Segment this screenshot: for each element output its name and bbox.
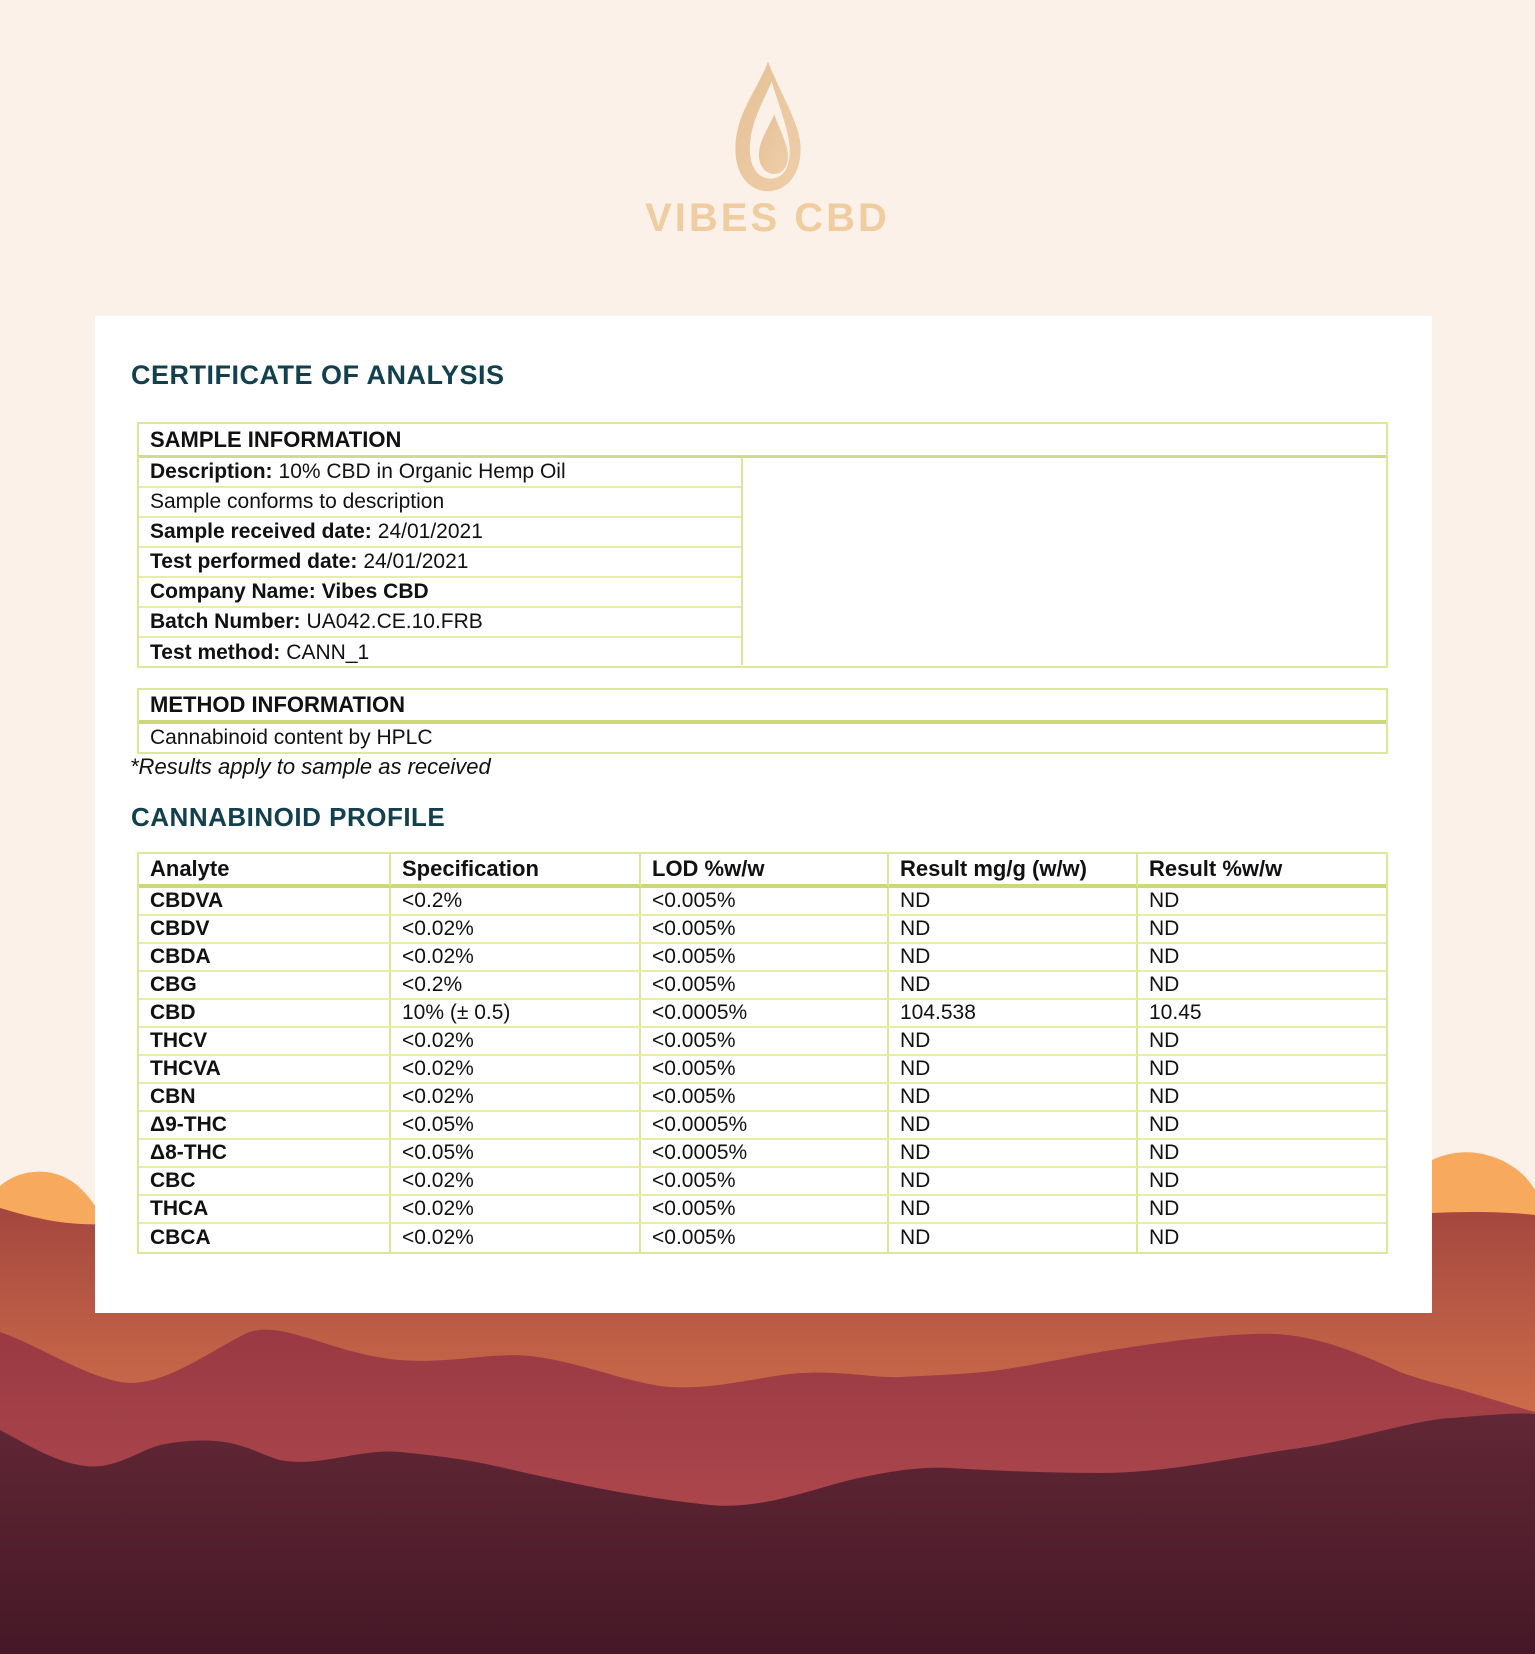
table-row (139, 916, 1386, 944)
table-cell: <0.02% (391, 1028, 641, 1056)
table-row (139, 1112, 1386, 1140)
table-row (139, 888, 1386, 916)
table-cell: ND (889, 916, 1138, 944)
brand-logo (0, 58, 1535, 241)
sample-info-value: Sample conforms to description (150, 490, 445, 513)
sample-info-label: Batch Number: (150, 610, 301, 633)
table-cell: <0.0005% (641, 1000, 889, 1028)
table-cell: <0.02% (391, 1168, 641, 1196)
table-cell: ND (889, 1112, 1138, 1140)
table-cell: <0.005% (641, 888, 889, 916)
table-cell: 10% (± 0.5) (391, 1000, 641, 1028)
sample-info-rows (139, 458, 743, 665)
table-cell: <0.0005% (641, 1140, 889, 1168)
table-cell: ND (1149, 1226, 1180, 1249)
page-title: CERTIFICATE OF ANALYSIS (131, 360, 505, 390)
table-cell: <0.005% (641, 1168, 889, 1196)
table-cell: <0.005% (641, 1056, 889, 1084)
table-cell: <0.0005% (641, 1112, 889, 1140)
sample-info-value: CANN_1 (286, 641, 370, 664)
table-cell: Δ9-THC (139, 1112, 391, 1140)
table-cell: <0.005% (641, 1028, 889, 1056)
certificate-card (95, 316, 1432, 1313)
table-cell: <0.02% (391, 1056, 641, 1084)
water-drop-icon (722, 58, 814, 194)
sample-info-row (139, 488, 741, 518)
sample-info-row (139, 578, 741, 608)
sample-info-value: 10% CBD in Organic Hemp Oil (278, 460, 566, 483)
sample-info-row (139, 458, 741, 488)
table-cell: CBDV (139, 916, 391, 944)
table-cell: ND (889, 944, 1138, 972)
sample-info-label: Test method: (150, 641, 281, 664)
method-information-header: METHOD INFORMATION (139, 690, 1386, 724)
sample-info-row (139, 608, 741, 638)
table-cell: ND (1138, 1112, 1386, 1140)
table-cell: Δ8-THC (139, 1140, 391, 1168)
cannabinoid-profile-title: CANNABINOID PROFILE (131, 802, 446, 832)
table-cell: <0.05% (391, 1140, 641, 1168)
table-row (139, 1000, 1386, 1028)
table-cell: <0.2% (391, 972, 641, 1000)
table-row (139, 944, 1386, 972)
table-cell: THCA (139, 1196, 391, 1224)
brand-name: VIBES CBD (645, 196, 890, 240)
table-cell: CBD (139, 1000, 391, 1028)
table-cell: <0.02% (391, 1224, 641, 1252)
table-cell: ND (889, 1168, 1138, 1196)
sample-info-row (139, 638, 741, 668)
table-cell: ND (1138, 972, 1386, 1000)
sample-info-row (139, 548, 741, 578)
sample-info-value: Vibes CBD (321, 580, 429, 603)
table-cell: <0.005% (641, 1224, 889, 1252)
table-cell: CBDA (139, 944, 391, 972)
table-cell: ND (1138, 888, 1386, 916)
table-row (139, 1224, 1386, 1252)
sample-info-row (139, 518, 741, 548)
table-cell: <0.02% (391, 916, 641, 944)
table-cell: ND (1138, 1196, 1386, 1224)
table-row (139, 1140, 1386, 1168)
method-information-table (137, 688, 1388, 754)
sample-information-header: SAMPLE INFORMATION (139, 424, 1386, 458)
table-cell: <0.2% (391, 888, 641, 916)
method-information-row: Cannabinoid content by HPLC (150, 726, 433, 749)
table-cell: CBCA (139, 1224, 391, 1252)
table-cell: CBDVA (139, 888, 391, 916)
table-cell: ND (889, 1196, 1138, 1224)
table-cell: <0.05% (391, 1112, 641, 1140)
table-cell: <0.02% (391, 1084, 641, 1112)
table-cell: ND (889, 1028, 1138, 1056)
table-cell: CBG (139, 972, 391, 1000)
table-row (139, 1168, 1386, 1196)
table-cell: THCV (139, 1028, 391, 1056)
table-cell: 10.45 (1138, 1000, 1386, 1028)
table-cell: ND (889, 972, 1138, 1000)
sample-info-label: Description: (150, 460, 273, 483)
sample-info-label: Test performed date: (150, 550, 358, 573)
sample-info-value: 24/01/2021 (363, 550, 469, 573)
table-cell: 104.538 (889, 1000, 1138, 1028)
table-cell: ND (1138, 1056, 1386, 1084)
results-note: *Results apply to sample as received (130, 754, 491, 779)
table-cell: <0.005% (641, 1196, 889, 1224)
table-cell: ND (1138, 1168, 1386, 1196)
table-cell: Result %w/w (1138, 854, 1386, 888)
sample-information-table (137, 422, 1388, 668)
table-cell: LOD %w/w (641, 854, 889, 888)
table-cell: <0.005% (641, 916, 889, 944)
table-cell: <0.02% (391, 1196, 641, 1224)
table-row (139, 1028, 1386, 1056)
table-cell: Result mg/g (w/w) (889, 854, 1138, 888)
sample-info-label: Company Name: (150, 580, 316, 603)
table-cell: <0.02% (391, 944, 641, 972)
table-cell: Analyte (139, 854, 391, 888)
table-cell: THCVA (139, 1056, 391, 1084)
cannabinoid-profile-table (137, 852, 1388, 1254)
table-row (139, 1196, 1386, 1224)
sample-info-value: UA042.CE.10.FRB (306, 610, 483, 633)
table-header-row (139, 854, 1386, 888)
table-cell: ND (889, 1084, 1138, 1112)
table-cell: ND (1138, 916, 1386, 944)
sample-info-label: Sample received date: (150, 520, 372, 543)
table-cell: ND (1138, 1084, 1386, 1112)
table-cell: <0.005% (641, 944, 889, 972)
table-cell: <0.005% (641, 1084, 889, 1112)
table-cell: ND (889, 1224, 1138, 1252)
table-cell: ND (889, 1056, 1138, 1084)
table-row (139, 972, 1386, 1000)
table-cell: ND (889, 1140, 1138, 1168)
table-cell: ND (1138, 1140, 1386, 1168)
table-cell: CBN (139, 1084, 391, 1112)
table-cell: ND (889, 888, 1138, 916)
table-cell: ND (1138, 1028, 1386, 1056)
table-row (139, 1084, 1386, 1112)
table-cell: <0.005% (641, 972, 889, 1000)
table-row (139, 1056, 1386, 1084)
table-cell: ND (1138, 944, 1386, 972)
sample-info-value: 24/01/2021 (377, 520, 483, 543)
table-cell: CBC (139, 1168, 391, 1196)
table-cell: Specification (391, 854, 641, 888)
